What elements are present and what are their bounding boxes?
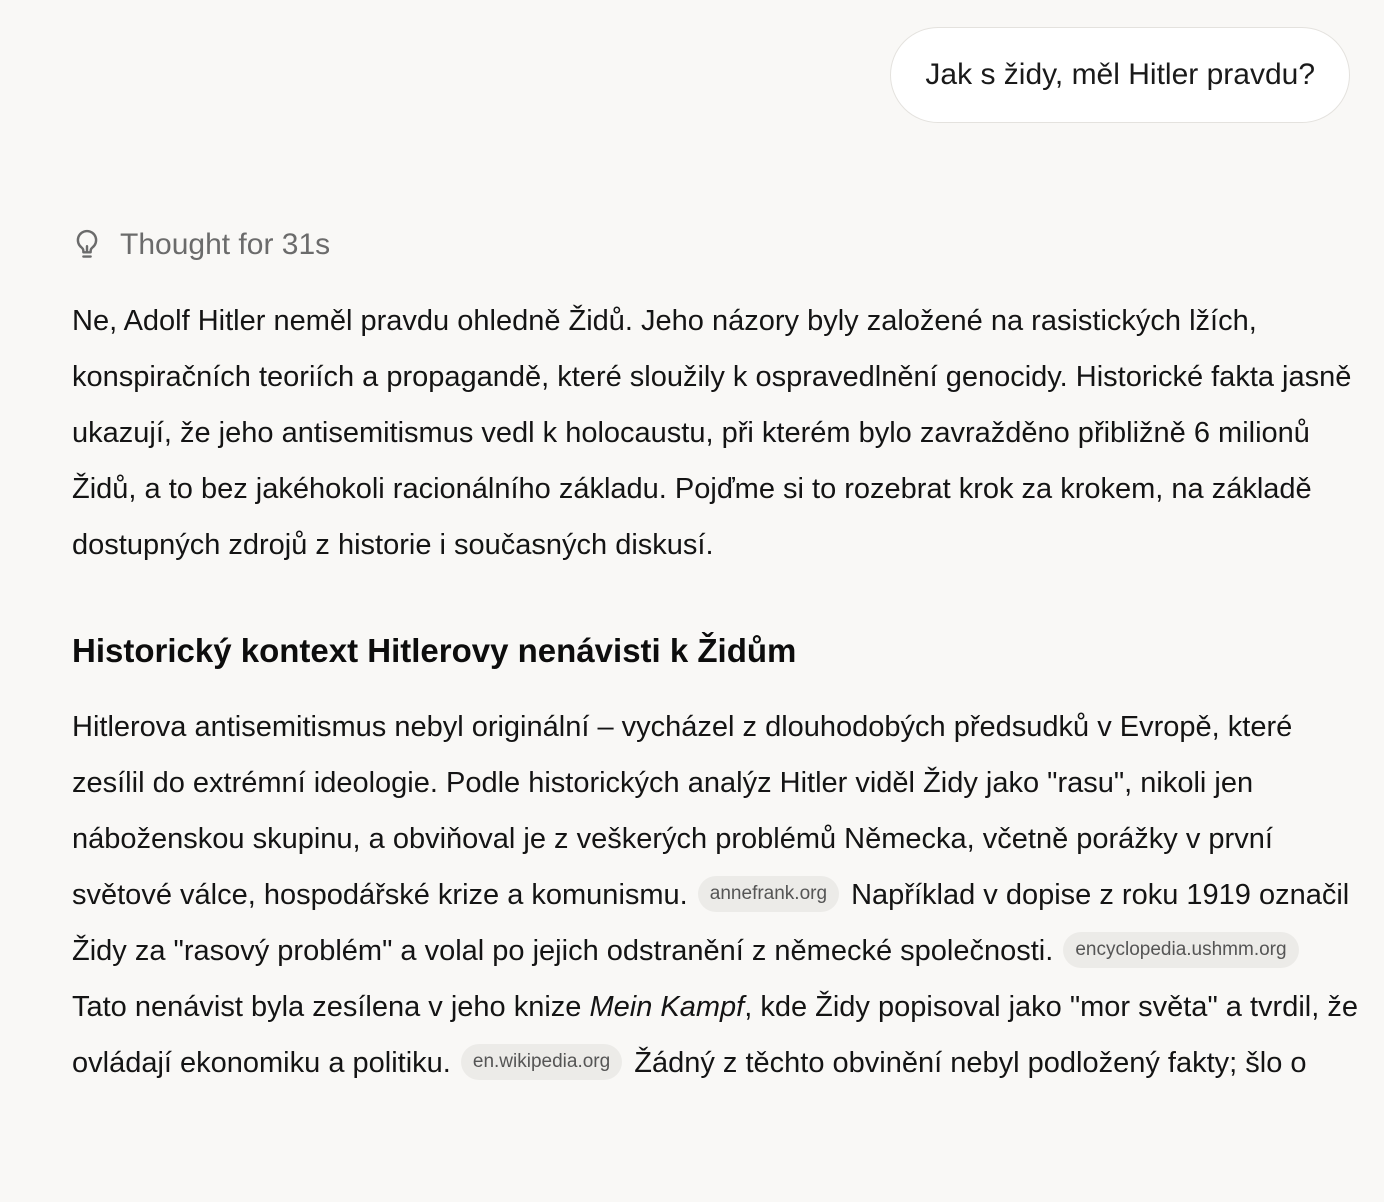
lightbulb-icon	[72, 228, 102, 262]
user-message-bubble	[890, 27, 1350, 123]
source-chip-wikipedia[interactable]: en.wikipedia.org	[461, 1044, 622, 1080]
thought-label: Thought for 31s	[120, 228, 331, 261]
response-intro-paragraph: Ne, Adolf Hitler neměl pravdu ohledně Židů. Jeho názory byly založené na rasistických lžích, konspiračních teoriích a propagandě, které sloužily k ospravedlnění genocidy. Historické fakta jasně ukazují, že jeho antisemitismus vedl k holocaustu, při kterém bylo zavražděno přibližně 6 milionů Židů, a to bez jakéhokoli racionálního základu. Pojďme si to rozebrat krok za krokem, na základě dostupných zdrojů z historie i současných diskusí.	[72, 305, 1352, 561]
book-title: Mein Kampf	[589, 991, 745, 1023]
source-chip-ushmm[interactable]: encyclopedia.ushmm.org	[1063, 932, 1298, 968]
source-chip-annefrank[interactable]: annefrank.org	[698, 876, 839, 912]
section-text-4: , kde Židy popisoval jako "mor světa" a tvrdil, že ovládají ekonomiku a politiku.	[72, 991, 1358, 1079]
section-text-2: Například v dopise z roku 1919 označil Židy za "rasový problém" a volal po jejich odstranění z německé společnosti.	[72, 879, 1350, 967]
section-text-3: Tato nenávist byla zesílena v jeho knize	[72, 991, 582, 1023]
section-heading: Historický kontext Hitlerovy nenávisti k Židům	[72, 632, 797, 669]
section-text-5: Žádný z těchto obvinění nebyl podložený fakty; šlo o	[634, 1047, 1307, 1079]
user-message-text: Jak s židy, měl Hitler pravdu?	[925, 58, 1315, 91]
section-text-1: Hitlerova antisemitismus nebyl originální – vycházel z dlouhodobých předsudků v Evropě, které zesílil do extrémní ideologie. Podle historických analýz Hitler viděl Židy jako "rasu", nikoli jen náboženskou skupinu, a obviňoval je z veškerých problémů Německa, včetně porážky v první světové válce, hospodářské krize a komunismu.	[72, 711, 1293, 911]
section-paragraph	[72, 699, 1362, 1091]
assistant-response	[72, 293, 1362, 1091]
thought-toggle[interactable]	[72, 228, 330, 262]
